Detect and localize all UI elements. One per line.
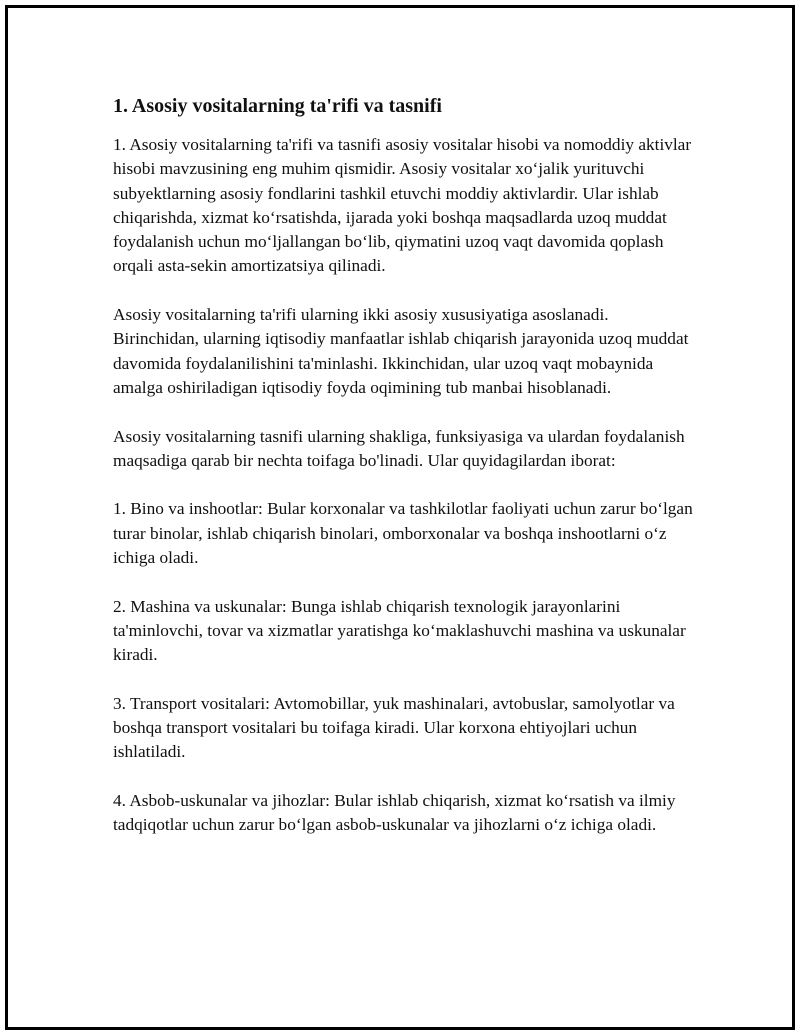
- list-item-tools: 4. Asbob-uskunalar va jihozlar: Bular ishlab chiqarish, xizmat ko‘rsatish va ilmiy tadqiqotlar uchun zarur bo‘lgan asbob-uskunalar va jihozlarni o‘z ichiga oladi.: [113, 791, 676, 835]
- list-item-buildings: 1. Bino va inshootlar: Bular korxonalar va tashkilotlar faoliyati uchun zarur bo‘lgan turar binolar, ishlab chiqarish binolari, omborxonalar va boshqa inshootlarni o‘z ichiga oladi.: [113, 499, 693, 568]
- document-body: [113, 92, 693, 862]
- paragraph-intro: 1. Asosiy vositalarning ta'rifi va tasnifi asosiy vositalar hisobi va nomoddiy aktivlar hisobi mavzusining eng muhim qismidir. Asosiy vositalar xo‘jalik yurituvchi subyektlarning asosiy fondlarini tashkil etuvchi moddiy aktivlardir. Ular ishlab chiqarishda, xizmat ko‘rsatishda, ijarada yoki boshqa maqsadlarda uzoq muddat foydalanish uchun mo‘ljallangan bo‘lib, qiymatini uzoq vaqt davomida qoplash orqali asta-sekin amortizatsiya qilinadi.: [113, 135, 692, 276]
- document-title: 1. Asosiy vositalarning ta'rifi va tasnifi: [113, 95, 442, 117]
- paragraph-definition: Asosiy vositalarning ta'rifi ularning ikki asosiy xususiyatiga asoslanadi. Birinchidan, ularning iqtisodiy manfaatlar ishlab chiqarish jarayonida uzoq muddat davomida foydalanilishini ta'minlashi. Ikkinchidan, ular uzoq vaqt mobaynida amalga oshiriladigan iqtisodiy foyda oqimining tub manbai hisoblanadi.: [113, 305, 689, 397]
- paragraph-classification: Asosiy vositalarning tasnifi ularning shakliga, funksiyasiga va ulardan foydalanish maqsadiga qarab bir nechta toifaga bo'linadi. Ular quyidagilardan iborat:: [113, 426, 685, 470]
- list-item-machinery: 2. Mashina va uskunalar: Bunga ishlab chiqarish texnologik jarayonlarini ta'minlovchi, tovar va xizmatlar yaratishga ko‘maklashuvchi mashina va uskunalar kiradi.: [113, 596, 686, 665]
- list-item-transport: 3. Transport vositalari: Avtomobillar, yuk mashinalari, avtobuslar, samolyotlar va boshqa transport vositalari bu toifaga kiradi. Ular korxona ehtiyojlari uchun ishlatiladi.: [113, 693, 675, 762]
